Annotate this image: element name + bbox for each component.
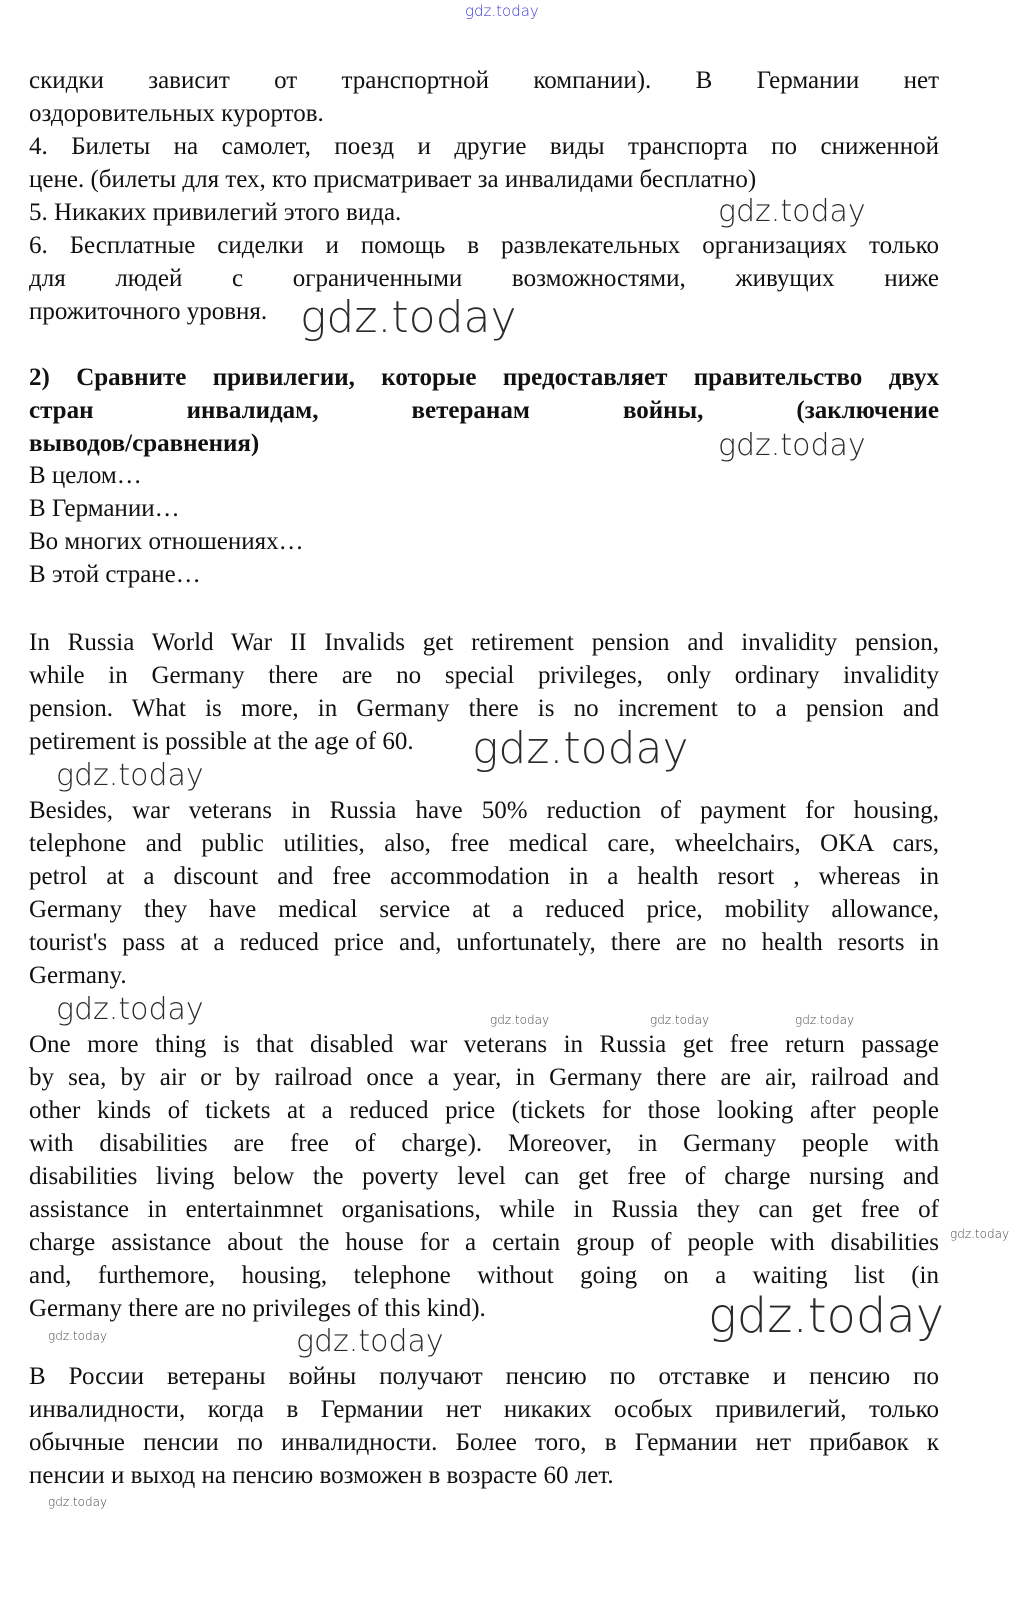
text-line: обычные пенсии по инвалидности. Более того, в Германии нет прибавок к	[29, 1429, 939, 1456]
text-line: charge assistance about the house for a certain group of people with disabilities	[29, 1229, 939, 1256]
text-line: стран инвалидам, ветеранам войны, (заключение	[29, 397, 939, 424]
watermark: gdz.today	[650, 1013, 710, 1027]
text-line: скидки зависит от транспортной компании). В Германии нет	[29, 67, 939, 94]
text-line: tourist's pass at a reduced price and, unfortunately, there are no health resorts in	[29, 929, 939, 956]
text-line: пенсии и выход на пенсию возможен в возрасте 60 лет.	[29, 1462, 614, 1489]
text-line: для людей с ограниченными возможностями, живущих ниже	[29, 265, 939, 292]
en-paragraph-2	[29, 794, 939, 992]
watermark-logo: gdz.today	[465, 2, 539, 20]
text-line: while in Germany there are no special privileges, only ordinary invalidity	[29, 662, 939, 689]
phrase-1	[29, 459, 939, 492]
text-line: оздоровительных курортов.	[29, 100, 324, 127]
text-line: Germany.	[29, 962, 127, 989]
text-line: Germany there are no privileges of this kind).	[29, 1295, 486, 1322]
text-line: One more thing is that disabled war veterans in Russia get free return passage	[29, 1031, 939, 1058]
text-line: В Германии…	[29, 495, 180, 522]
text-line: 5. Никаких привилегий этого вида.	[29, 199, 402, 226]
text-line: В этой стране…	[29, 561, 201, 588]
phrase-3	[29, 525, 939, 558]
phrase-4	[29, 558, 939, 591]
text-line: 6. Бесплатные сиделки и помощь в развлекательных организациях только	[29, 232, 939, 259]
ru-paragraph	[29, 1360, 939, 1492]
watermark: gdz.today	[296, 1324, 444, 1359]
watermark: gdz.today	[300, 292, 517, 343]
text-line: цене. (билеты для тех, кто присматривает за инвалидами бесплатно)	[29, 166, 757, 193]
text-line: 4. Билеты на самолет, поезд и другие виды транспорта по сниженной	[29, 133, 939, 160]
text-line: In Russia World War II Invalids get retirement pension and invalidity pension,	[29, 629, 939, 656]
text-line: petrol at a discount and free accommodation in a health resort , whereas in	[29, 863, 939, 890]
text-line: disabilities living below the poverty level can get free of charge nursing and	[29, 1163, 939, 1190]
p-discount	[29, 64, 939, 130]
text-line: выводов/сравнения)	[29, 430, 260, 457]
text-line: assistance in entertainmnet organisations, while in Russia they can get free of	[29, 1196, 939, 1223]
text-line: telephone and public utilities, also, free medical care, wheelchairs, OKA cars,	[29, 830, 939, 857]
watermark: gdz.today	[48, 1495, 108, 1509]
text-line: 2) Сравните привилегии, которые предоставляет правительство двух	[29, 364, 939, 391]
p-item-4	[29, 130, 939, 196]
text-line: other kinds of tickets at a reduced price (tickets for those looking after people	[29, 1097, 939, 1124]
text-line: and, furthemore, housing, telephone without going on a waiting list (in	[29, 1262, 939, 1289]
text-line: Во многих отношениях…	[29, 528, 304, 555]
text-line: Besides, war veterans in Russia have 50% reduction of payment for housing,	[29, 797, 939, 824]
text-line: прожиточного уровня.	[29, 298, 268, 325]
phrase-2	[29, 492, 939, 525]
watermark: gdz.today	[48, 1329, 108, 1343]
text-line: with disabilities are free of charge). Moreover, in Germany people with	[29, 1130, 939, 1157]
watermark: gdz.today	[950, 1227, 1010, 1241]
en-paragraph-3	[29, 1028, 939, 1325]
watermark: gdz.today	[708, 1288, 945, 1344]
text-line: Germany they have medical service at a reduced price, mobility allowance,	[29, 896, 939, 923]
watermark: gdz.today	[718, 194, 866, 229]
watermark: gdz.today	[795, 1013, 855, 1027]
watermark: gdz.today	[472, 723, 689, 774]
watermark: gdz.today	[490, 1013, 550, 1027]
text-line: инвалидности, когда в Германии нет никаких особых привилегий, только	[29, 1396, 939, 1423]
text-line: pension. What is more, in Germany there is no increment to a pension and	[29, 695, 939, 722]
text-line: В России ветераны войны получают пенсию по отставке и пенсию по	[29, 1363, 939, 1390]
text-line: В целом…	[29, 462, 142, 489]
watermark: gdz.today	[56, 758, 204, 793]
text-line: by sea, by air or by railroad once a year, in Germany there are air, railroad and	[29, 1064, 939, 1091]
watermark: gdz.today	[718, 428, 866, 463]
text-line: petirement is possible at the age of 60.	[29, 728, 414, 755]
watermark: gdz.today	[56, 992, 204, 1027]
